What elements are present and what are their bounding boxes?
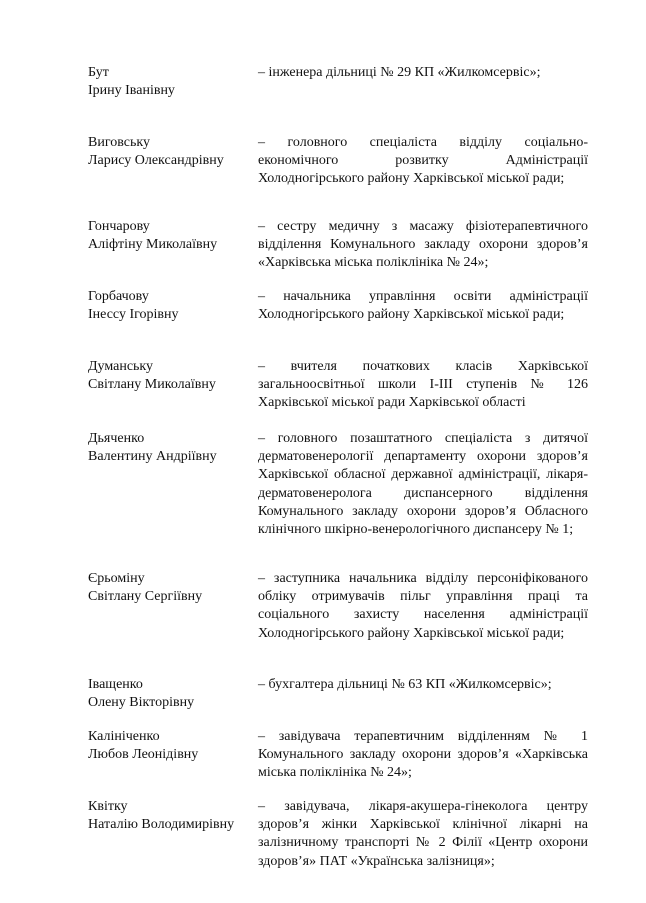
given-names: Ірину Іванівну [88,83,175,98]
position-description: – заступника начальника відділу персоніфікованого обліку отримувачів пільг управління праці та соціального захисту населення адміністрації Холодногірського району Харківської міської ради; [258,571,588,641]
position-description: – сестру медичну з масажу фізіотерапевтичного відділення Комунального закладу охорони здоров’я «Харківська міська поліклініка № 24»; [258,219,588,271]
given-names: Олену Вікторівну [88,695,195,710]
person-name [88,64,253,100]
given-names: Світлану Сергіївну [88,589,203,604]
surname: Єрьоміну [88,571,145,586]
given-names: Наталію Володимирівну [88,817,235,832]
given-names: Любов Леонідівну [88,747,199,762]
given-names: Ларису Олександрівну [88,153,224,168]
person-name [88,430,253,466]
person-name [88,288,253,324]
surname: Дьяченко [88,431,145,446]
given-names: Інессу Ігорівну [88,307,179,322]
surname: Горбачову [88,289,149,304]
person-name [88,358,253,394]
position-description: – бухгалтера дільниці № 63 КП «Жилкомсервіс»; [258,677,552,692]
person-name [88,798,253,834]
surname: Іващенко [88,677,143,692]
position-description: – головного спеціаліста відділу соціально-економічного розвитку Адміністрації Холодногірського району Харківської міської ради; [258,135,588,187]
person-name [88,676,253,712]
position-description: – завідувача терапевтичним відділенням № 1 Комунального закладу охорони здоров’я «Харківська міська поліклініка № 24»; [258,729,588,781]
surname: Виговську [88,135,150,150]
given-names: Світлану Миколаївну [88,377,216,392]
surname: Калініченко [88,729,160,744]
surname: Гончарову [88,219,150,234]
surname: Бут [88,65,109,80]
position-description: – завідувача, лікаря-акушера-гінеколога центру здоров’я жінки Харківської клінічної лікарні на залізничному транспорті № 2 Філії «Центр охорони здоров’я» ПАТ «Українська залізниця»; [258,799,588,869]
position-description: – головного позаштатного спеціаліста з дитячої дерматовенерології департаменту охорони здоров’я Харківської обласної державної адміністрації, лікаря-дерматовенеролога диспансерного відділення Комунального закладу охорони здоров’я Обласного клінічного шкірно-венерологічного диспансеру № 1; [258,431,588,538]
person-name [88,570,253,606]
person-name [88,134,253,170]
position-description: – начальника управління освіти адміністрації Холодногірського району Харківської міської ради; [258,289,588,323]
surname: Думанську [88,359,154,374]
person-name [88,728,253,764]
surname: Квітку [88,799,128,814]
person-name [88,218,253,254]
given-names: Валентину Андріївну [88,449,217,464]
position-description: – інженера дільниці № 29 КП «Жилкомсервіс»; [258,65,541,80]
position-description: – вчителя початкових класів Харківської загальноосвітньої школи І-ІІІ ступенів № 126 Харківської міської ради Харківської області [258,359,588,411]
given-names: Аліфтіну Миколаївну [88,237,218,252]
